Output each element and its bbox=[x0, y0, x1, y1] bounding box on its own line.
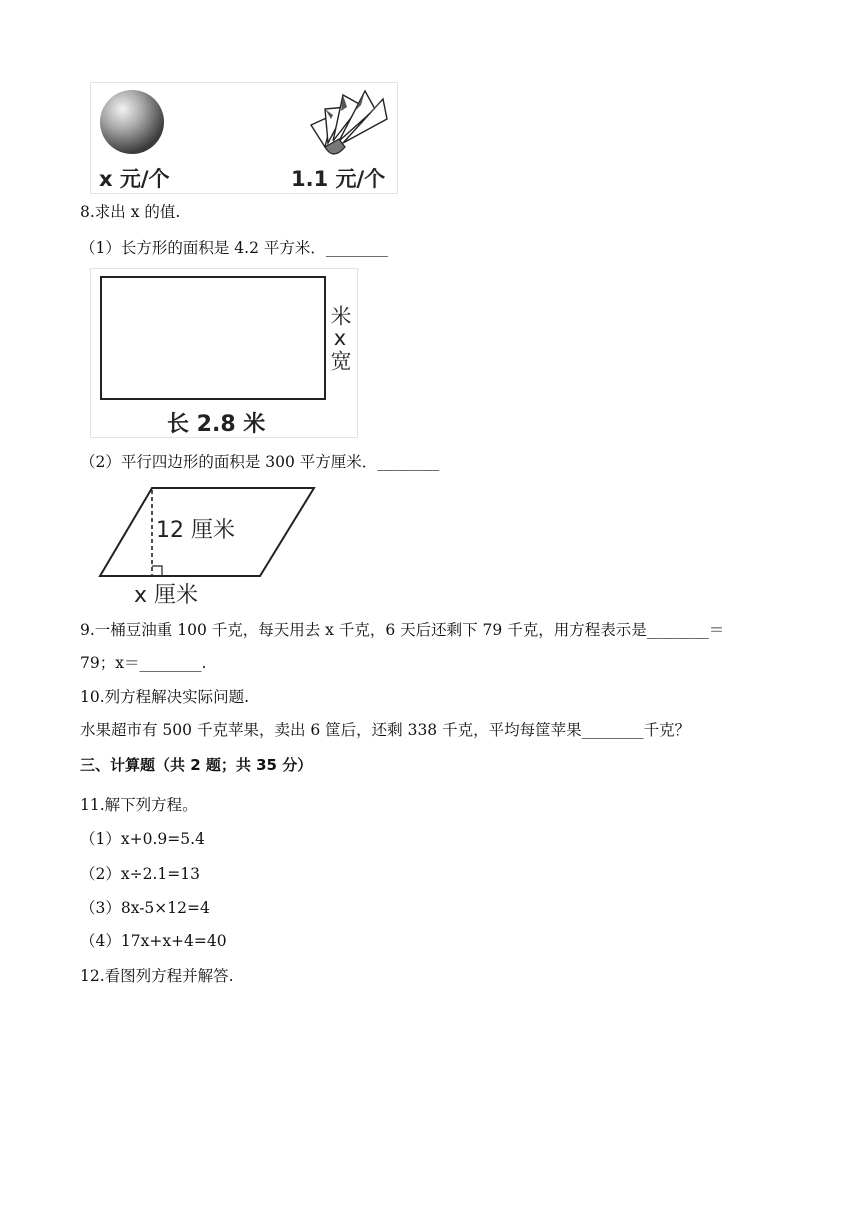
ball-price-label: x 元/个 bbox=[99, 167, 170, 191]
q10-text: 水果超市有 500 千克苹果，卖出 6 筐后，还剩 338 千克，平均每筐苹果________千克？ bbox=[80, 721, 691, 739]
q8-part1: （1）长方形的面积是 4.2 平方米．________ bbox=[80, 239, 388, 257]
q8-title: 8.求出 x 的值. bbox=[80, 203, 181, 221]
rectangle-figure bbox=[90, 268, 358, 438]
rectangle-length-label: 长 2.8 米 bbox=[167, 412, 266, 437]
q11-item-2: （2）x÷2.1=13 bbox=[80, 865, 200, 883]
rectangle-width-label: 米x宽 bbox=[328, 305, 352, 371]
price-figure bbox=[90, 82, 398, 194]
q11-item-1: （1）x+0.9=5.4 bbox=[80, 830, 205, 848]
q12-title: 12.看图列方程并解答. bbox=[80, 967, 234, 985]
q8-part2: （2）平行四边形的面积是 300 平方厘米．________ bbox=[80, 453, 440, 471]
q10-title: 10.列方程解决实际问题. bbox=[80, 688, 250, 706]
q11-item-3: （3）8x-5×12=4 bbox=[80, 899, 210, 917]
q11-item-4: （4）17x+x+4=40 bbox=[80, 932, 227, 950]
shuttlecock-image bbox=[303, 85, 393, 165]
q11-title: 11.解下列方程。 bbox=[80, 796, 198, 814]
shuttlecock-price-label: 1.1 元/个 bbox=[291, 167, 386, 191]
q9-line2: 79；x＝________. bbox=[80, 654, 207, 672]
q9-line1: 9.一桶豆油重 100 千克，每天用去 x 千克，6 天后还剩下 79 千克，用方程表示是________＝ bbox=[80, 621, 725, 639]
section3-heading: 三、计算题（共 2 题；共 35 分） bbox=[80, 756, 313, 774]
parallelogram-figure bbox=[92, 482, 324, 606]
parallelogram-base-label: x 厘米 bbox=[134, 583, 199, 608]
ball-image bbox=[97, 87, 167, 157]
rectangle-shape bbox=[100, 276, 326, 400]
parallelogram-height-label: 12 厘米 bbox=[156, 518, 235, 543]
